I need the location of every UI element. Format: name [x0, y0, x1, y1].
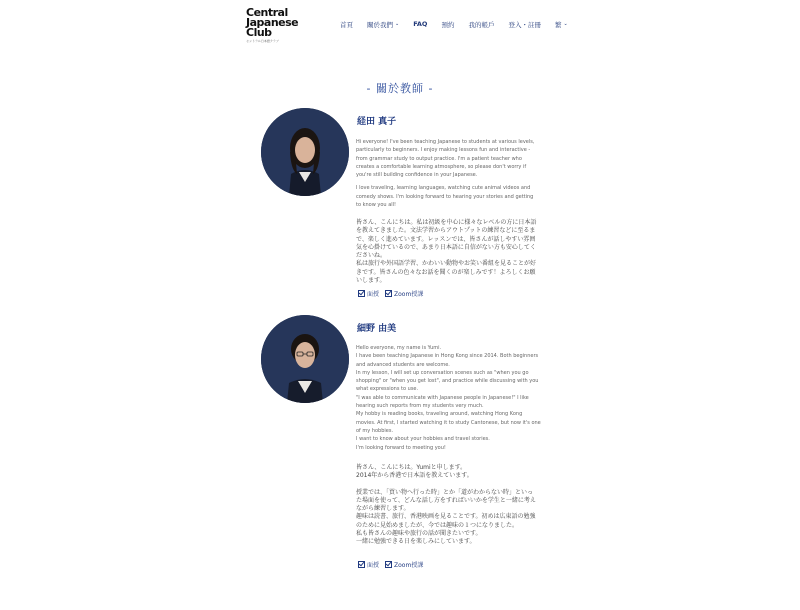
bio-line: を教えてきました。文法学習からアウトプットの練習などに至るま [356, 227, 536, 235]
bio-line: た場面を使って、どんな話し方をすればいいかを学生と一緒に考え [356, 496, 536, 504]
bio-line: shopping" or "when you get lost", and practice while discussing with you [356, 378, 539, 385]
bio-line: 私も皆さんの趣味や旅行の話が聞きたいです。 [356, 530, 482, 538]
bio-line: きです。皆さんの色々なお話を聞くのが楽しみです！よろしくお願 [356, 268, 536, 276]
teacher-photo [261, 315, 349, 403]
logo-line-1: Central [246, 6, 288, 19]
bio-spacer [356, 481, 540, 489]
bio-line: particularly to beginners. I enjoy making lessons fun and interactive - [356, 147, 531, 154]
nav-booking-label: 預約 [441, 20, 455, 29]
nav-account-label: 我的帳戶 [468, 20, 495, 29]
bio-line: Hi everyone! I've been teaching Japanese to students at various levels, [356, 139, 535, 145]
nav-faq-label: FAQ [413, 20, 428, 28]
checkbox-icon [385, 561, 392, 568]
checkbox-icon [385, 290, 392, 297]
teacher-bio-en [356, 138, 540, 209]
bio-line: comedy shows. I'm looking forward to hearing your stories and getting [356, 193, 534, 200]
bio-line: of my hobbies. [356, 427, 394, 434]
teacher-features [358, 560, 423, 569]
feature-label: Zoom授課 [394, 291, 424, 298]
bio-line: My hobby is reading books, traveling around, watching Hong Kong [356, 411, 523, 418]
bio-line: で、楽しく進めています。レッスンでは、皆さんが話しやすい雰囲 [356, 235, 536, 243]
portrait-icon [261, 315, 349, 403]
nav-login-label: 登入・註冊 [508, 20, 541, 29]
nav-language[interactable] [555, 20, 568, 29]
bio-line: to know you all! [356, 202, 397, 209]
nav-account[interactable] [468, 20, 494, 29]
nav-about-label: 關於我們 [367, 20, 393, 29]
bio-line: hearing such reports from my students very much. [356, 403, 484, 410]
nav-login[interactable] [508, 20, 541, 29]
feature-in-person [358, 289, 379, 298]
bio-line: のために見始めましたが、今では趣味の１つになりました。 [356, 521, 519, 529]
feature-label: Zoom授課 [394, 562, 424, 569]
bio-line: 授業では、「買い物へ行った時」とか「道がわからない時」といっ [356, 488, 534, 496]
feature-label: 面授 [367, 291, 380, 298]
feature-zoom [385, 560, 423, 569]
teacher-photo [261, 108, 349, 196]
bio-line: I love traveling, learning languages, watching cute animal videos and [356, 185, 531, 192]
bio-line: what expressions to use. [356, 386, 419, 393]
logo-tagline: セントラル日本語クラブ [246, 39, 279, 43]
feature-label: 面授 [367, 562, 380, 569]
nav-home[interactable] [340, 20, 353, 29]
nav-faq[interactable] [413, 20, 427, 28]
checkbox-icon [358, 290, 365, 297]
bio-line: いします。 [356, 277, 386, 285]
bio-line: you're still building confidence in your Japanese. [356, 172, 478, 179]
nav-language-label: 繁 [554, 20, 562, 29]
teacher-name: 細野 由美 [357, 324, 397, 334]
bio-line: I want to know about your hobbies and travel stories. [356, 436, 490, 443]
teacher-bio-jp [356, 219, 540, 285]
bio-line: movies. At first, I started watching it to study Cantonese, but now it's one [356, 419, 541, 426]
checkbox-icon [358, 561, 365, 568]
logo-line-3: Club [246, 26, 272, 39]
bio-line: and advanced students are welcome. [356, 361, 450, 368]
teacher-features [358, 289, 423, 298]
bio-line: creates a comfortable learning atmosphere, so please don't worry if [356, 163, 527, 170]
bio-line: Hello everyone, my name is Yumi. [356, 345, 442, 351]
teacher-bio-en [356, 344, 540, 452]
portrait-icon [261, 108, 349, 196]
bio-line: from grammar study to output practice. I'm a patient teacher who [356, 155, 522, 162]
chevron-down-icon: ⌄ [395, 21, 400, 27]
feature-zoom [385, 289, 423, 298]
bio-line: 2014年から香港で日本語を教えています。 [356, 472, 473, 480]
bio-line: 気を心掛けているので、あまり日本語に自信がない方も安心してく [356, 243, 536, 251]
main-nav [340, 17, 568, 31]
bio-line: I'm looking forward to meeting you! [356, 444, 446, 451]
nav-booking[interactable] [441, 20, 454, 29]
chevron-down-icon: ⌄ [563, 21, 568, 27]
bio-line: "I was able to communicate with Japanese people in Japanese!" I like [356, 394, 529, 401]
bio-line: In my lesson, I will set up conversation scenes such as "when you go [356, 369, 529, 376]
bio-line: 趣味は読書、旅行、香港映画を見ることです。初めは広東語の勉強 [356, 513, 536, 521]
bio-line: ながら練習します。 [356, 505, 410, 513]
teacher-bio-jp [356, 464, 540, 547]
bio-line: 皆さん、こんにちは。私は初級を中心に様々なレベルの方に日本語 [356, 219, 537, 226]
logo-line-2: Japanese [246, 16, 299, 29]
bio-line: 私は旅行や外国語学習、かわいい動物やお笑い番組を見ることが好 [356, 260, 537, 268]
bio-line: I have been teaching Japanese in Hong Kong since 2014. Both beginners [356, 353, 539, 360]
bio-line: ださいね。 [356, 252, 387, 260]
teacher-name: 経田 真子 [357, 117, 397, 127]
nav-home-label: 首頁 [340, 20, 353, 29]
bio-line: 皆さん、こんにちは。Yumiと申します。 [356, 464, 467, 471]
feature-in-person [358, 560, 379, 569]
section-title: - 關於教師 - [366, 82, 434, 95]
site-logo[interactable] [246, 8, 306, 43]
nav-about[interactable] [367, 20, 399, 29]
bio-line: 一緒に勉強できる日を楽しみにしています。 [356, 538, 476, 546]
